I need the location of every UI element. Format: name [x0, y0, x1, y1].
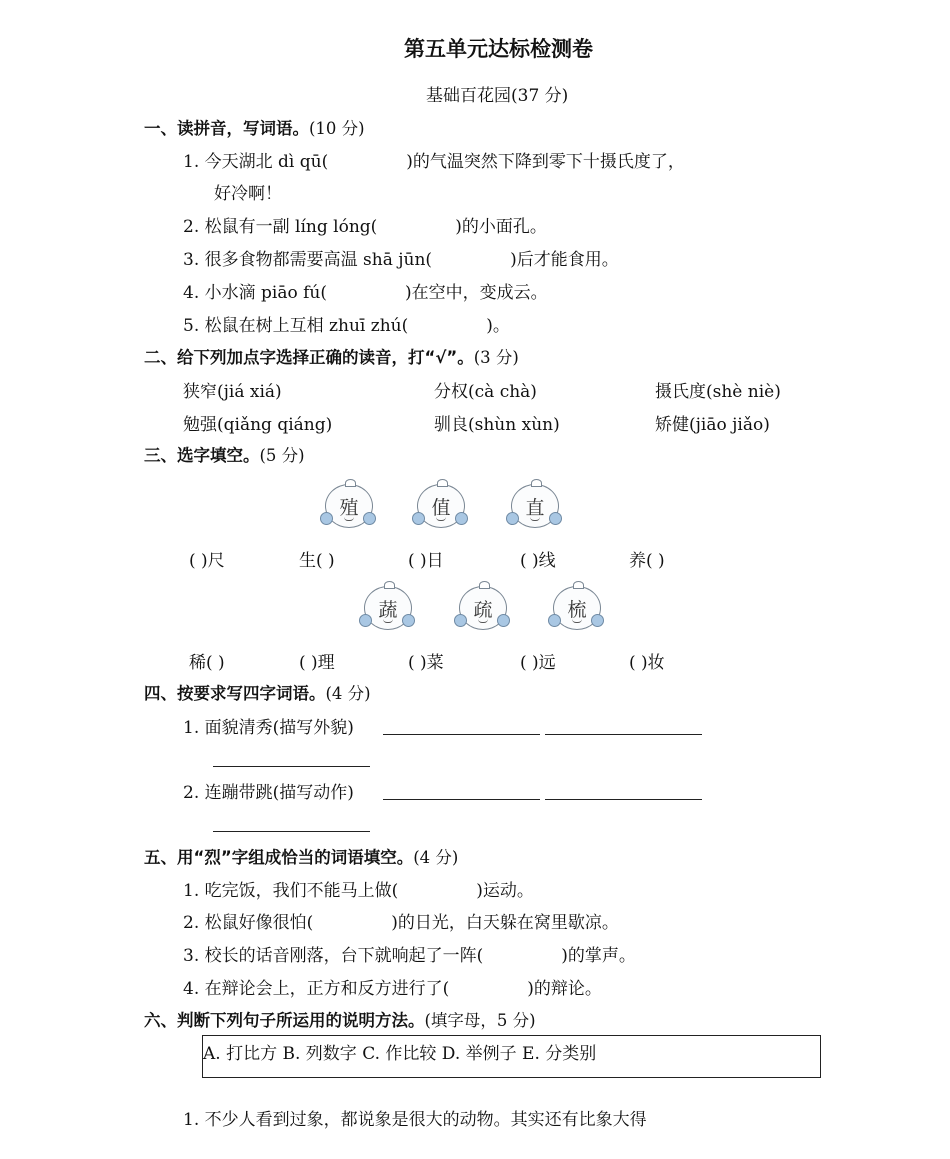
pinyin-choice[interactable]: 驯良(shùn xùn): [434, 415, 560, 435]
question-5-4: [183, 974, 602, 999]
question-number: 2.: [183, 913, 200, 933]
pinyin-choice[interactable]: 摄氏度(shè niè): [655, 382, 781, 402]
question-number: 1.: [183, 881, 200, 901]
fill-blank-item[interactable]: 稀( ): [189, 653, 225, 673]
options-list: A. 打比方 B. 列数字 C. 作比较 D. 举例子 E. 分类别: [203, 1044, 597, 1064]
question-number: 1.: [183, 718, 200, 738]
section-1-heading: [144, 115, 365, 139]
fill-blank-item[interactable]: ( )尺: [189, 551, 225, 571]
question-1-1-continued: 好冷啊！: [214, 184, 282, 204]
question-4-1: [183, 713, 354, 738]
char-tomato-icon: [553, 586, 601, 630]
question-text: )的气温突然下降到零下十摄氏度了，: [406, 152, 685, 172]
question-5-2: [183, 908, 619, 933]
question-1-2: [183, 212, 547, 237]
char-option: 蔬: [378, 598, 398, 621]
question-text: 小水滴 piāo fú(: [204, 283, 328, 303]
pinyin-choice[interactable]: 狭窄(jiá xiá): [183, 382, 282, 402]
question-text: )的辩论。: [527, 979, 602, 999]
fill-blank-item[interactable]: ( )菜: [408, 653, 444, 673]
section-3-heading: [144, 442, 305, 466]
char-tomato-icon: [364, 586, 412, 630]
question-5-1: [183, 876, 534, 901]
answer-line[interactable]: [383, 799, 540, 800]
char-tomato-icon: [417, 484, 465, 528]
fill-blank-item[interactable]: 养( ): [629, 551, 665, 571]
question-number: 3.: [183, 946, 200, 966]
question-number: 1.: [183, 152, 200, 172]
section-3-title: 三、选字填空。: [144, 446, 260, 465]
section-6-points: (填字母，5 分): [424, 1011, 536, 1030]
pinyin-choice[interactable]: 分权(cà chà): [434, 382, 537, 402]
question-text: )。: [486, 316, 510, 336]
question-text: 不少人看到过象，都说象是很大的动物。其实还有比象大得: [204, 1110, 647, 1130]
fill-blank-item[interactable]: ( )线: [520, 551, 556, 571]
question-text: )的小面孔。: [455, 217, 547, 237]
question-number: 4.: [183, 283, 200, 303]
options-box: [202, 1035, 821, 1078]
section-4-heading: [144, 680, 371, 704]
question-6-1: [183, 1105, 647, 1130]
char-option: 殖: [339, 496, 359, 519]
char-option: 疏: [473, 598, 493, 621]
question-number: 1.: [183, 1110, 200, 1130]
char-option: 值: [431, 496, 451, 519]
question-number: 2.: [183, 217, 200, 237]
question-text: )的日光，白天躲在窝里歇凉。: [391, 913, 619, 933]
pinyin-choice[interactable]: 勉强(qiǎng qiáng): [183, 415, 333, 435]
question-5-3: [183, 941, 636, 966]
section-3-points: (5 分): [259, 446, 305, 465]
section-5-points: (4 分): [413, 848, 459, 867]
question-text: 在辩论会上，正方和反方进行了(: [204, 979, 450, 999]
section-5-title: 五、用“烈”字组成恰当的词语填空。: [144, 848, 414, 867]
section-2-heading: [144, 344, 519, 368]
section-4-points: (4 分): [325, 684, 371, 703]
question-number: 3.: [183, 250, 200, 270]
question-1-4: [183, 278, 548, 303]
page-subtitle: 基础百花园(37 分): [426, 86, 569, 106]
question-text: 连蹦带跳: [204, 783, 273, 803]
question-1-3: [183, 245, 619, 270]
question-text: )的掌声。: [561, 946, 636, 966]
question-number: 4.: [183, 979, 200, 999]
fill-blank-item[interactable]: ( )理: [299, 653, 335, 673]
answer-line[interactable]: [213, 766, 370, 767]
fill-blank-item[interactable]: ( )远: [520, 653, 556, 673]
question-number: 5.: [183, 316, 200, 336]
fill-blank-item[interactable]: ( )日: [408, 551, 444, 571]
fill-blank-item[interactable]: 生( ): [299, 551, 335, 571]
question-hint: (描写外貌): [272, 718, 354, 738]
question-text: 面貌清秀: [204, 718, 273, 738]
question-text: 松鼠在树上互相 zhuī zhú(: [204, 316, 409, 336]
question-text: 松鼠有一副 líng lóng(: [204, 217, 378, 237]
question-text: 吃完饭，我们不能马上做(: [204, 881, 399, 901]
question-4-2: [183, 778, 354, 803]
page-title: 第五单元达标检测卷: [404, 37, 593, 61]
question-1-5: [183, 311, 510, 336]
section-6-title: 六、判断下列句子所运用的说明方法。: [144, 1011, 425, 1030]
char-tomato-icon: [511, 484, 559, 528]
question-text: )运动。: [476, 881, 534, 901]
question-text: 今天湖北 dì qū(: [204, 152, 329, 172]
section-2-title: 二、给下列加点字选择正确的读音，打“√”。: [144, 348, 474, 367]
question-text: 松鼠好像很怕(: [204, 913, 314, 933]
question-1-1: [183, 147, 685, 172]
section-6-heading: [144, 1007, 536, 1031]
char-tomato-icon: [325, 484, 373, 528]
section-1-points: (10 分): [309, 119, 365, 138]
question-text: )在空中，变成云。: [405, 283, 548, 303]
section-5-heading: [144, 844, 458, 868]
question-number: 2.: [183, 783, 200, 803]
section-4-title: 四、按要求写四字词语。: [144, 684, 326, 703]
fill-blank-item[interactable]: ( )妆: [629, 653, 665, 673]
question-text: )后才能食用。: [510, 250, 619, 270]
question-text: 校长的话音刚落，台下就响起了一阵(: [204, 946, 484, 966]
answer-line[interactable]: [545, 734, 702, 735]
question-text: 很多食物都需要高温 shā jūn(: [204, 250, 433, 270]
char-option: 梳: [567, 598, 587, 621]
answer-line[interactable]: [545, 799, 702, 800]
answer-line[interactable]: [213, 831, 370, 832]
section-2-points: (3 分): [473, 348, 519, 367]
answer-line[interactable]: [383, 734, 540, 735]
char-tomato-icon: [459, 586, 507, 630]
question-hint: (描写动作): [272, 783, 354, 803]
char-option: 直: [525, 496, 545, 519]
section-1-title: 一、读拼音，写词语。: [144, 119, 309, 138]
pinyin-choice[interactable]: 矫健(jiāo jiǎo): [655, 415, 770, 435]
